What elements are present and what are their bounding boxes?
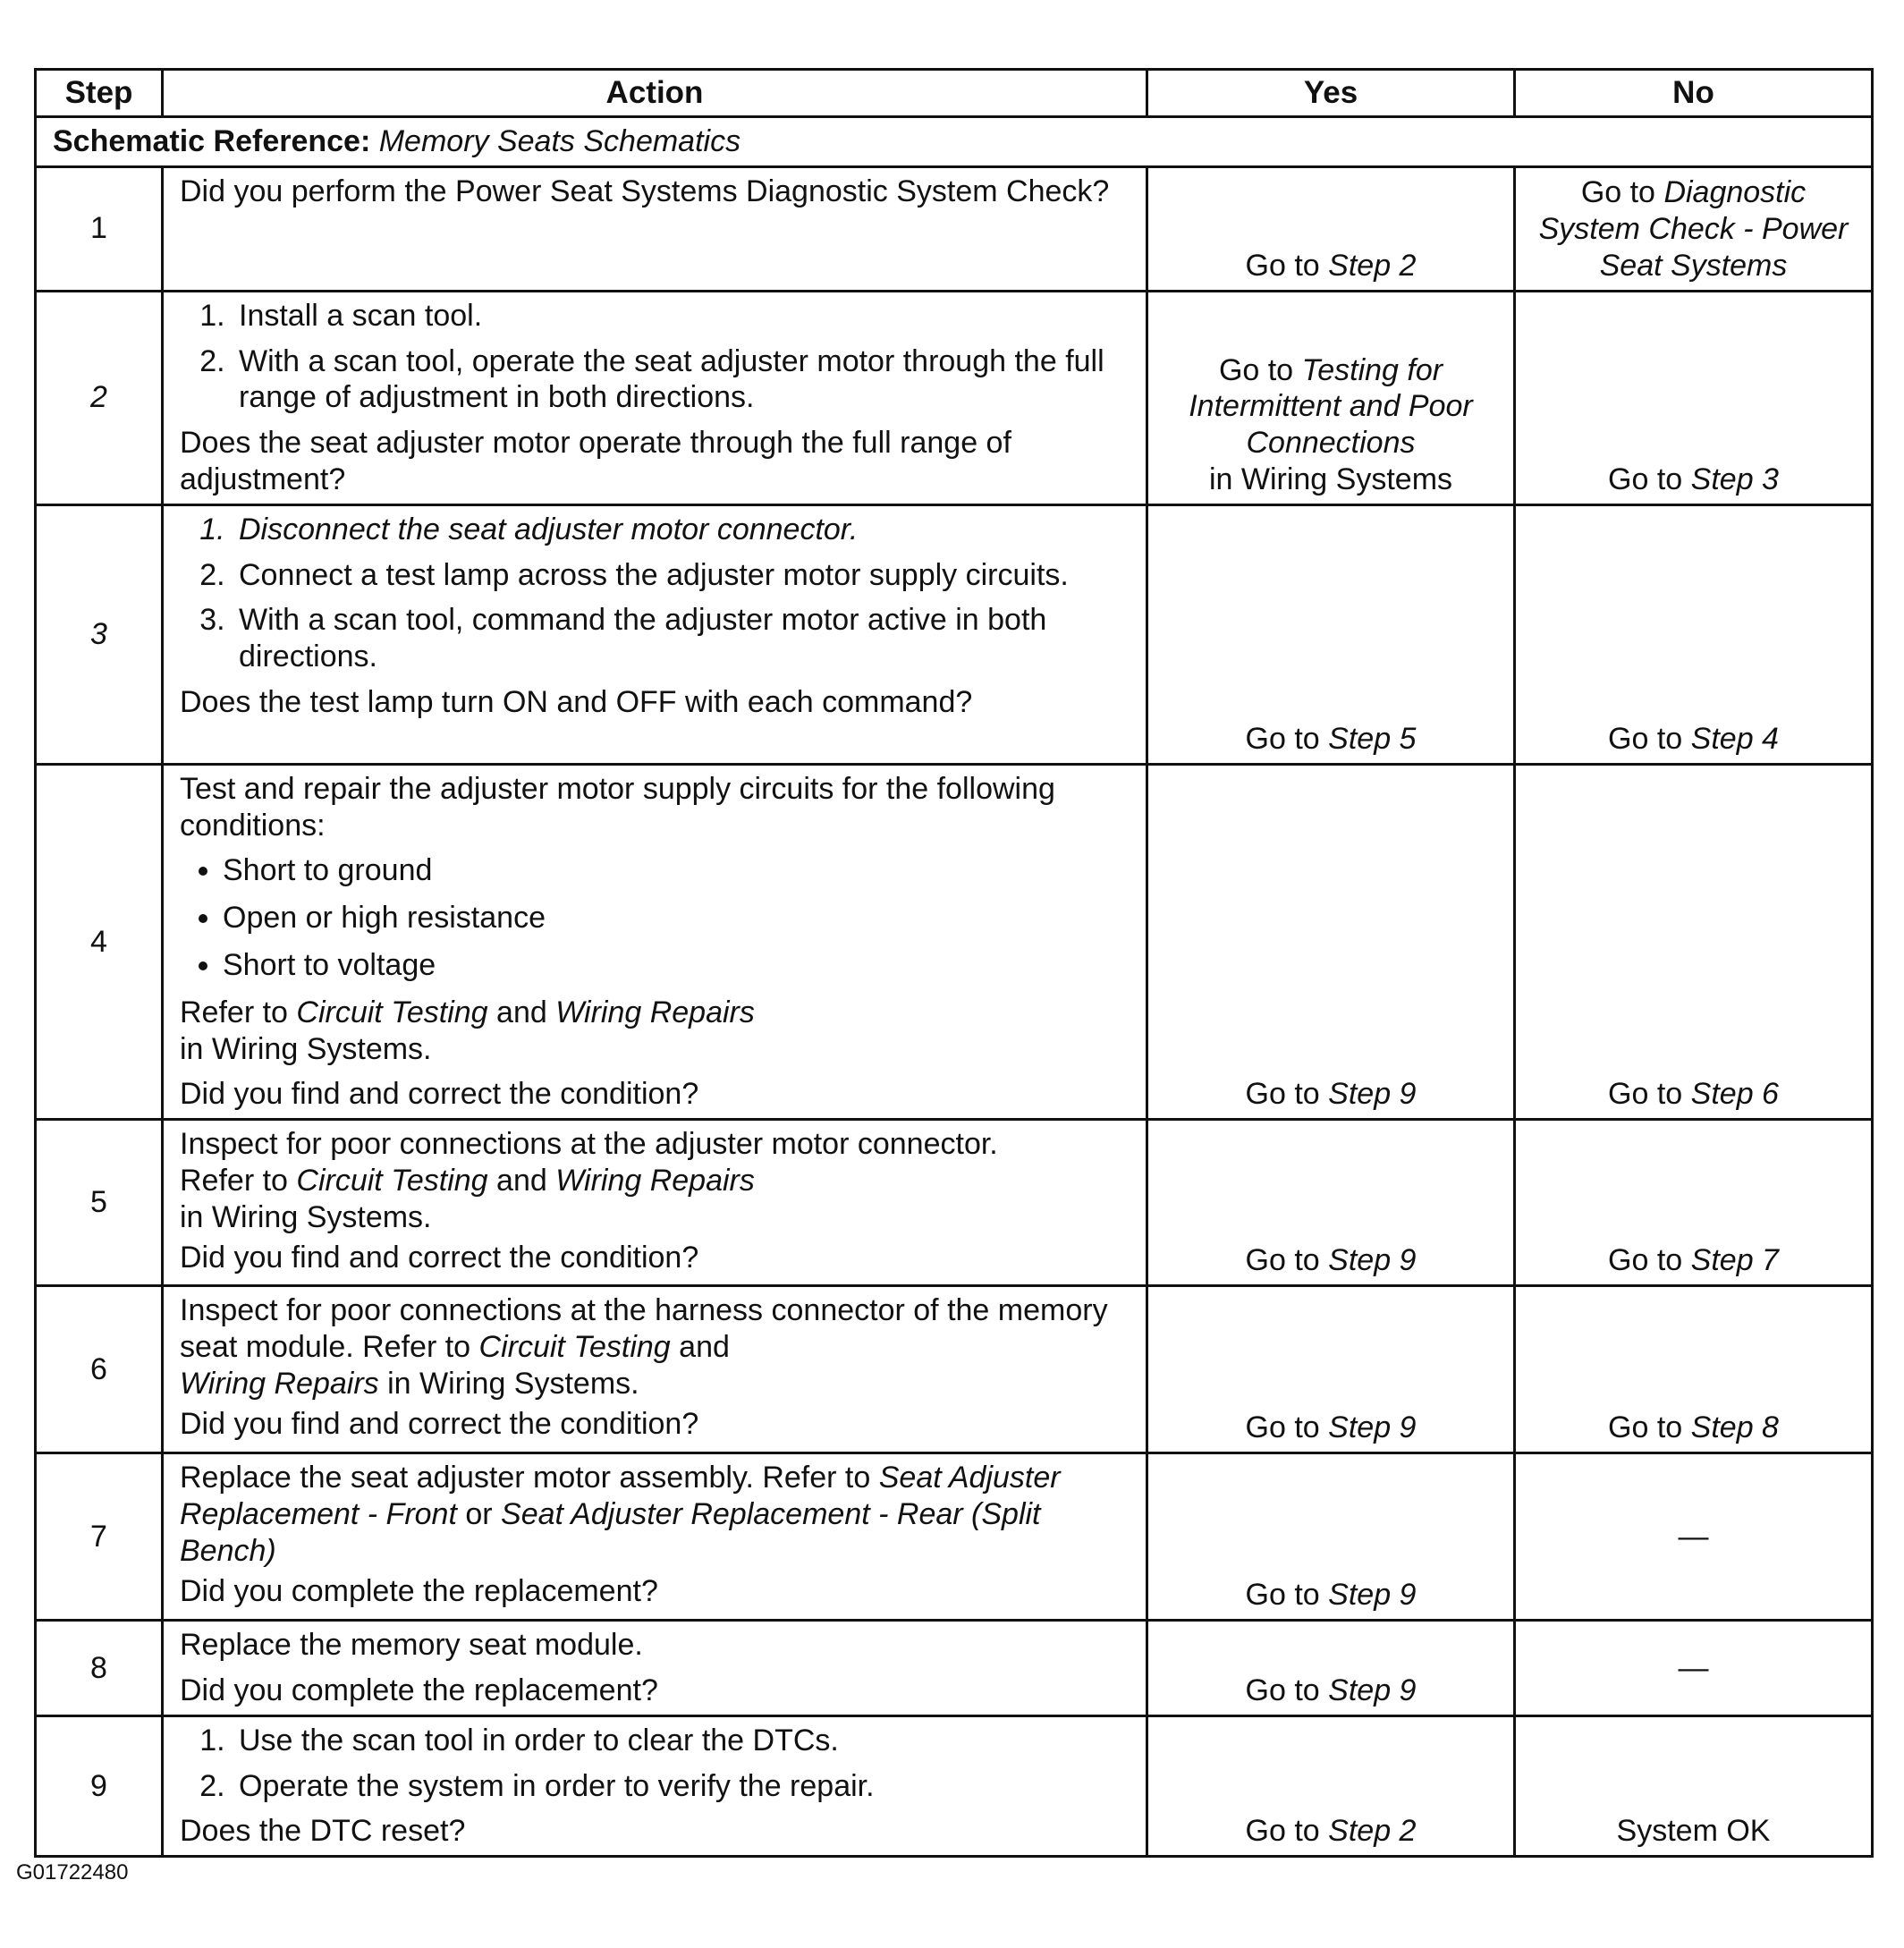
no-link[interactable]: Step 6 xyxy=(1690,1077,1779,1112)
refer-link[interactable]: Wiring Repairs xyxy=(555,995,755,1029)
no-cell xyxy=(1515,1120,1873,1286)
yes-cell xyxy=(1147,166,1515,291)
replace-text xyxy=(180,1460,1130,1569)
table-row xyxy=(36,1286,1873,1453)
refer-link[interactable]: Wiring Repairs xyxy=(180,1366,379,1401)
yes-cell xyxy=(1147,1715,1515,1856)
refer-prefix: Refer to xyxy=(362,1329,471,1364)
conjunction: or xyxy=(465,1496,493,1531)
action-question: Did you find and correct the condition? xyxy=(180,1406,699,1441)
no-prefix: Go to xyxy=(1608,462,1683,496)
yes-link[interactable]: Step 2 xyxy=(1328,1814,1417,1849)
action-step: 1. Use the scan tool in order to clear the DTCs. xyxy=(233,1723,1130,1759)
yes-link[interactable]: Step 9 xyxy=(1328,1410,1417,1445)
action-intro: Replace the memory seat module. xyxy=(180,1628,643,1663)
action-cell xyxy=(163,166,1147,291)
schematic-reference-row xyxy=(36,117,1873,167)
refer-suffix: in Wiring Systems. xyxy=(180,1199,432,1234)
yes-prefix: Go to xyxy=(1245,1077,1320,1112)
refer-prefix: Refer to xyxy=(180,995,288,1029)
action-steps-list xyxy=(180,1723,1130,1805)
yes-prefix: Go to xyxy=(1245,1410,1320,1445)
yes-cell xyxy=(1147,291,1515,504)
refer-link[interactable]: Wiring Repairs xyxy=(555,1163,755,1198)
no-cell xyxy=(1515,166,1873,291)
no-cell xyxy=(1515,291,1873,504)
yes-link[interactable]: Step 9 xyxy=(1328,1243,1417,1278)
step-number: 3 xyxy=(36,504,163,764)
no-prefix: Go to xyxy=(1580,175,1655,210)
refer-prefix: Refer to xyxy=(180,1163,288,1198)
condition-list xyxy=(180,852,1130,983)
yes-cell xyxy=(1147,1120,1515,1286)
no-link[interactable]: Step 8 xyxy=(1690,1410,1779,1445)
no-cell xyxy=(1515,504,1873,764)
action-step: 2. Connect a test lamp across the adjuster motor supply circuits. xyxy=(233,557,1130,594)
action-steps-list xyxy=(180,512,1130,675)
action-intro: Inspect for poor connections at the adjuster motor connector. xyxy=(180,1127,998,1162)
schematic-reference xyxy=(36,117,1873,167)
refer-text xyxy=(180,1126,1130,1235)
step-number: 7 xyxy=(36,1453,163,1621)
replacement-link[interactable]: Seat Adjuster Replacement - Front xyxy=(180,1461,1061,1531)
refer-suffix: in Wiring Systems. xyxy=(387,1366,639,1401)
yes-prefix: Go to xyxy=(1245,1243,1320,1278)
action-cell xyxy=(163,291,1147,504)
action-cell xyxy=(163,1621,1147,1716)
action-question: Did you find and correct the condition? xyxy=(180,1240,699,1275)
header-action: Action xyxy=(163,70,1147,117)
action-question: Does the DTC reset? xyxy=(180,1814,466,1849)
refer-conjunction: and xyxy=(496,995,547,1029)
refer-link[interactable]: Circuit Testing xyxy=(296,995,488,1029)
yes-prefix: Go to xyxy=(1245,249,1320,283)
no-prefix: Go to xyxy=(1608,1243,1683,1278)
no-prefix: Go to xyxy=(1608,1410,1683,1445)
table-row xyxy=(36,764,1873,1119)
action-cell xyxy=(163,1120,1147,1286)
step-number: 1 xyxy=(36,166,163,291)
header-yes: Yes xyxy=(1147,70,1515,117)
yes-link[interactable]: Step 9 xyxy=(1328,1673,1417,1707)
header-step: Step xyxy=(36,70,163,117)
schematic-label: Schematic Reference: xyxy=(53,124,371,158)
condition-item: • Short to ground xyxy=(223,852,1130,889)
header-row xyxy=(36,70,1873,117)
action-cell xyxy=(163,1286,1147,1453)
yes-cell xyxy=(1147,764,1515,1119)
yes-prefix: Go to xyxy=(1245,721,1320,756)
no-cell xyxy=(1515,1453,1873,1621)
schematic-link[interactable]: Memory Seats Schematics xyxy=(378,124,741,158)
table-row xyxy=(36,1453,1873,1621)
no-link[interactable]: Step 3 xyxy=(1690,462,1779,496)
table-row xyxy=(36,166,1873,291)
table-row xyxy=(36,504,1873,764)
no-dash: — xyxy=(1678,1650,1709,1685)
step-number: 6 xyxy=(36,1286,163,1453)
no-cell xyxy=(1515,1621,1873,1716)
action-question: Did you complete the replacement? xyxy=(180,1573,658,1608)
refer-text xyxy=(180,1292,1130,1402)
step-number: 4 xyxy=(36,764,163,1119)
yes-link[interactable]: Step 2 xyxy=(1328,249,1417,283)
yes-prefix: Go to xyxy=(1245,1814,1320,1849)
action-cell xyxy=(163,1715,1147,1856)
action-cell xyxy=(163,1453,1147,1621)
no-cell xyxy=(1515,764,1873,1119)
table-row xyxy=(36,1621,1873,1716)
no-cell xyxy=(1515,1715,1873,1856)
action-intro: Replace the seat adjuster motor assembly. Refer to xyxy=(180,1461,871,1495)
action-cell xyxy=(163,764,1147,1119)
action-step: 1. Install a scan tool. xyxy=(233,298,1130,335)
action-step: 2. Operate the system in order to verify the repair. xyxy=(233,1768,1130,1805)
no-link[interactable]: Step 4 xyxy=(1690,721,1779,756)
figure-id: G01722480 xyxy=(16,1860,129,1884)
yes-cell xyxy=(1147,1286,1515,1453)
yes-cell xyxy=(1147,504,1515,764)
refer-text xyxy=(180,995,1130,1068)
step-number: 8 xyxy=(36,1621,163,1716)
action-question: Did you find and correct the condition? xyxy=(180,1077,699,1112)
action-question: Did you perform the Power Seat Systems Diagnostic System Check? xyxy=(180,174,1110,208)
table-row xyxy=(36,291,1873,504)
header-no: No xyxy=(1515,70,1873,117)
action-step: 3. With a scan tool, command the adjuster motor active in both directions. xyxy=(233,602,1130,675)
action-question: Does the test lamp turn ON and OFF with each command? xyxy=(180,684,973,719)
no-prefix: Go to xyxy=(1608,721,1683,756)
step-number: 2 xyxy=(36,291,163,504)
refer-suffix: in Wiring Systems. xyxy=(180,1031,432,1066)
yes-link[interactable]: Step 5 xyxy=(1328,721,1417,756)
action-intro: Inspect for poor connections at the harness connector of the memory seat module. xyxy=(180,1293,1108,1364)
yes-prefix: Go to xyxy=(1245,1578,1320,1613)
yes-prefix: Go to xyxy=(1218,352,1294,387)
no-cell xyxy=(1515,1286,1873,1453)
replacement-link[interactable]: Seat Adjuster Replacement - Rear (Split Bench) xyxy=(180,1496,1041,1568)
diagnostic-table xyxy=(34,68,1874,1858)
yes-cell xyxy=(1147,1453,1515,1621)
condition-item: • Open or high resistance xyxy=(223,900,1130,936)
yes-cell xyxy=(1147,1621,1515,1716)
action-cell xyxy=(163,504,1147,764)
yes-prefix: Go to xyxy=(1245,1673,1320,1707)
refer-conjunction: and xyxy=(679,1329,730,1364)
step-number: 9 xyxy=(36,1715,163,1856)
refer-link[interactable]: Circuit Testing xyxy=(296,1163,488,1198)
refer-link[interactable]: Circuit Testing xyxy=(478,1329,671,1364)
action-steps-list xyxy=(180,298,1130,416)
no-link[interactable]: Step 7 xyxy=(1690,1243,1779,1278)
refer-conjunction: and xyxy=(496,1163,547,1198)
no-dash: — xyxy=(1678,1519,1709,1554)
action-intro: Test and repair the adjuster motor supply circuits for the following conditions: xyxy=(180,771,1055,843)
yes-link[interactable]: Testing for Intermittent and Poor Connections xyxy=(1189,352,1473,461)
action-question: Does the seat adjuster motor operate through the full range of adjustment? xyxy=(180,426,1011,496)
yes-link[interactable]: Step 9 xyxy=(1328,1578,1417,1613)
table-row xyxy=(36,1120,1873,1286)
action-question: Did you complete the replacement? xyxy=(180,1673,658,1707)
condition-item: • Short to voltage xyxy=(223,947,1130,984)
yes-suffix: in Wiring Systems xyxy=(1208,462,1453,496)
no-result: System OK xyxy=(1616,1814,1771,1849)
action-step: 2. With a scan tool, operate the seat adjuster motor through the full range of adjustment in both directions. xyxy=(233,343,1130,417)
table-row xyxy=(36,1715,1873,1856)
no-prefix: Go to xyxy=(1608,1077,1683,1112)
yes-link[interactable]: Step 9 xyxy=(1328,1077,1417,1112)
step-number: 5 xyxy=(36,1120,163,1286)
no-link[interactable]: Diagnostic System Check - Power Seat Systems xyxy=(1538,175,1849,283)
action-step: 1. Disconnect the seat adjuster motor connector. xyxy=(233,512,1130,548)
